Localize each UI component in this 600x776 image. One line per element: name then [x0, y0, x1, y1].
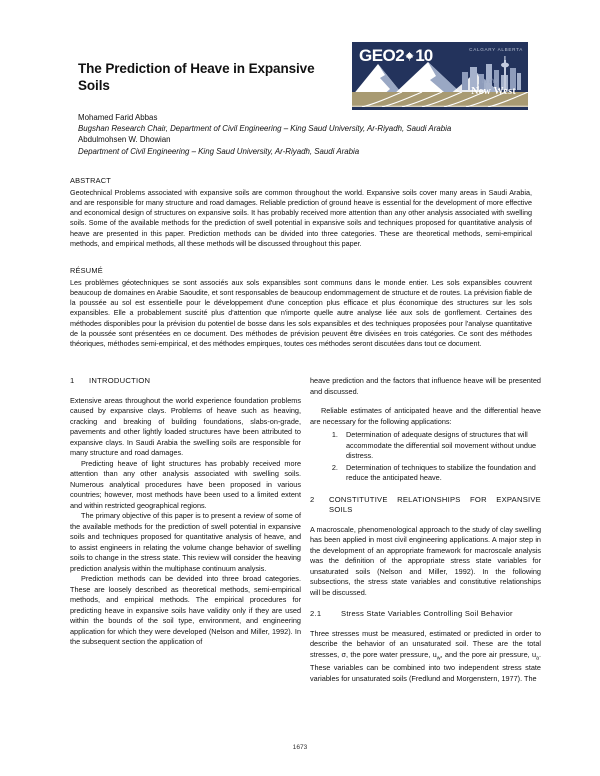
abstract-heading: ABSTRACT [70, 176, 112, 185]
paragraph: Predicting heave of light structures has probably received more attention than any other analysis associated with swelling soils. Numerous analytical procedures have been proposed in various countries; however, most methods have been used to a limited extent and within restricted geographical regions. [70, 458, 301, 510]
page-title: The Prediction of Heave in Expansive Soils [78, 61, 315, 93]
author-1-affiliation: Bugshan Research Chair, Department of Civil Engineering – King Saud University, Ar-Riyadh, Saudi Arabia [78, 124, 452, 134]
resume-heading: RÉSUMÉ [70, 266, 103, 275]
author-2-name: Abdulmohsen W. Dhowian [78, 135, 171, 145]
abstract-body: Geotechnical Problems associated with expansive soils are common throughout the world. Expansive soils cover many areas in Saudi Arabia, and are responsible for many structure and road damages. Reliable prediction of ground heave is essential for the development of more effective and economical design of structures on expansive soils. It has probably received more attention than any other analysis associated with swelling soils. Some of the available methods for the prediction of swell potential in expansive soils and techniques proposed for quantitative analysis of heave are presented in this paper. Prediction methods can be divided into three categories. These are theoretical methods, semi-empirical methods, and empirical methods, all these methods will be discussed throughout this paper. [70, 187, 532, 248]
text-part-2: , and the pore air pressure, u [440, 649, 537, 659]
text-part-3: . These variables can be combined into two independent stress state variables for unsaturated soils (Fredlund and Morgenstern, 1977). The [310, 649, 541, 683]
paragraph: Prediction methods can be devided into three broad categories. These are loosely described as theoretical methods, semi-empirical methods, and empirical methods. The empirical procedures for predicting heave in expansive soils have validity only if they are used within the bounds of the soil type, environment, and engineering application for which they were developed (Nelson and Miller, 1992). In the subsequent section the application of [70, 574, 301, 646]
logo-tagline-big: New West [471, 86, 516, 97]
section-1-title: INTRODUCTION [89, 376, 151, 385]
section-1-number: 1 [70, 376, 75, 385]
page-header [0, 0, 600, 160]
section-2-1-title: Stress State Variables Controlling Soil Behavior [341, 609, 513, 618]
paragraph: A macroscale, phenomenological approach to the study of clay swelling has been applied in most civil engineering applications. A major step in the development of an appropriate framework for macroscale analysis was the definition of the appropriate stress state variables for unsaturated soils (Nelson and Miller, 1992). In the following subsections, the stress state variables and constitutive relationships will be discussed. [310, 524, 541, 597]
logo-baseline [352, 107, 528, 110]
paragraph-continuation: heave prediction and the factors that influence heave will be presented and discussed. [310, 376, 541, 396]
author-1-name: Mohamed Farid Abbas [78, 113, 158, 122]
maple-leaf-icon [404, 48, 415, 61]
paragraph: The primary objective of this paper is to present a review of some of the available methods for the prediction of swell potential in expansive soils and techniques proposed for quantitative analysis of heave, and to assist engineers in relating the volume change behavior of swelling soils to change in the stress state. This review will consider the heaving prediction analysis within the multiphase continuum analysis. [70, 511, 301, 573]
paragraph: Extensive areas throughout the world experience foundation problems caused by expansive clays. Problems of heave such as heaving, cracking and breaking of building foundations, slabs-on-grade, pavements and other lightly loaded structures have been attributed to expansive clays. In Saudi Arabia the swelling soils are responsible for many structure and road damages. [70, 395, 301, 457]
section-2-heading [310, 495, 541, 516]
resume-body: Les problèmes géotechniques se sont associés aux sols expansibles sont communs dans le monde entier. Les sols expansibles couvrent beaucoup de domaines en Arabie Saoudite, et sont responsables de beaucoup endommagement de structure et de routes. La prévision fiable de la poussée au sol est essentielle pour le développement d'une conception plus efficace et plus économique des structures sur les sols expansibles. Elle a probablement suscité plus d'attention que n'importe quelle autre analyse liée aux sols de gonflement. Certaines des méthodes disponibles pour la prévision du potentiel de bosse dans les sols expansibles et des techniques proposées pour l'analyse quantitative de la poussée sont présentées en ce document. Des méthodes de prévision peuvent être divisées en trois catégories. Ce sont des méthodes théoriques, méthodes semi-empirical, et des méthodes empirques, toutes ces méthodes seront discutées dans tout ce document. [70, 277, 532, 348]
subscript-w: w [436, 654, 441, 661]
paragraph: Reliable estimates of anticipated heave and the differential heave are necessary for the following applications: [310, 406, 541, 426]
section-2-title: CONSTITUTIVE RELATIONSHIPS FOR EXPANSIVE SOILS [329, 494, 541, 514]
logo-brand: GEO2 [359, 46, 405, 65]
section-2-number: 2 [310, 494, 315, 504]
section-1-heading [70, 376, 301, 387]
right-column [310, 376, 541, 684]
paragraph-with-symbols [310, 629, 541, 685]
list-item: 2. Determination of techniques to stabilize the foundation and reduce the anticipated heave. [340, 463, 541, 484]
conference-logo [352, 42, 528, 110]
section-2-1-heading [310, 609, 541, 620]
section-2-1-number: 2.1 [310, 609, 322, 618]
page-number: 1673 [292, 744, 308, 751]
applications-list [310, 430, 541, 484]
list-item: 1. Determination of adequate designs of structures that will accommodate the differential soil movement without undue distress. [340, 430, 541, 462]
left-column [70, 376, 301, 648]
logo-tagline-small: in the [482, 78, 498, 85]
logo-wordmark [359, 46, 432, 65]
author-2-affiliation: Department of Civil Engineering – King Saud University, Ar-Riyadh, Saudi Arabia [78, 146, 360, 156]
logo-year: 10 [415, 46, 433, 65]
author-block [78, 112, 518, 157]
logo-location: CALGARY ALBERTA [469, 47, 523, 52]
subscript-a: a [536, 654, 539, 661]
text-part-1: Three stresses must be measured, estimated or predicted in order to describe the behavior of an unsaturated soil. These are the total stresses, σ, the pore water pressure, u [310, 628, 541, 659]
resume-section [70, 266, 532, 349]
abstract-section [70, 176, 532, 249]
